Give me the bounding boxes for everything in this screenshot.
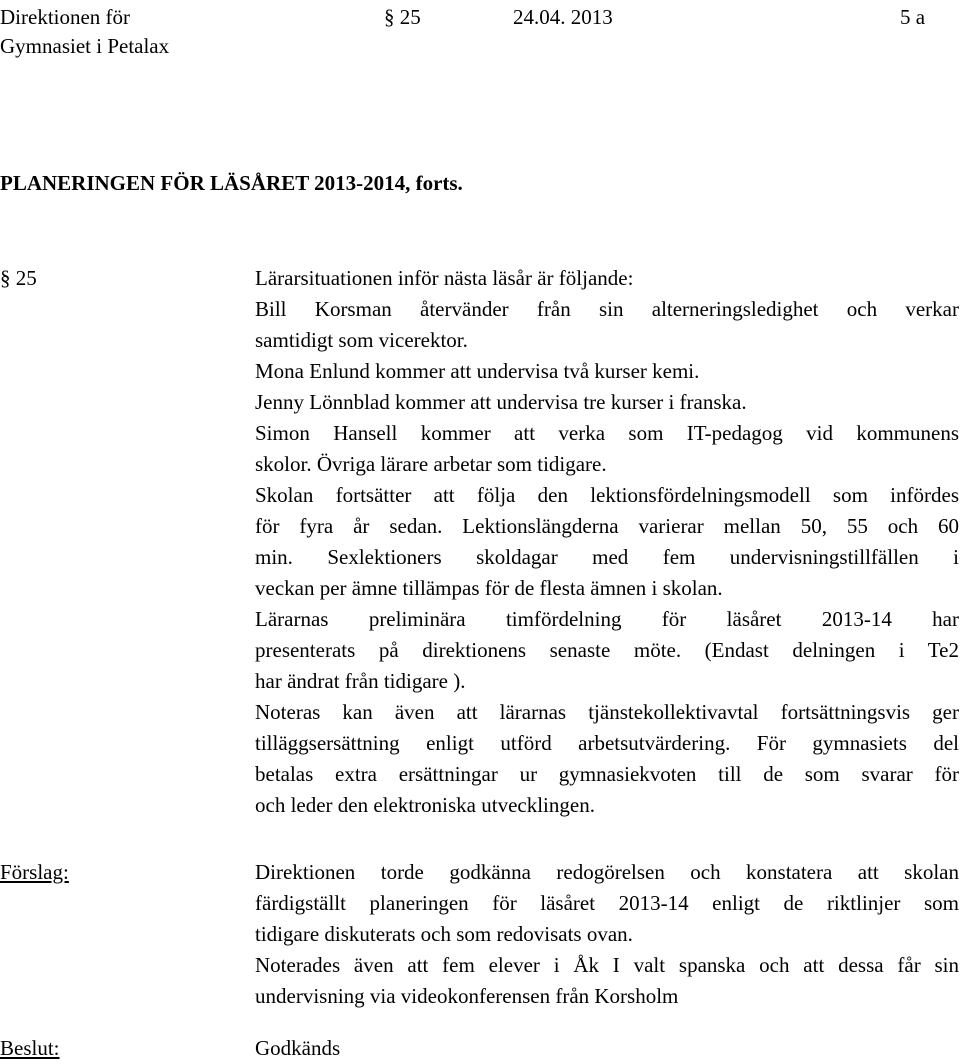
item-line: tilläggsersättning enligt utförd arbetsutvärdering. För gymnasiets del <box>255 731 959 755</box>
item-line: Mona Enlund kommer att undervisa två kurser kemi. <box>255 359 700 383</box>
item-line: har ändrat från tidigare ). <box>255 669 466 693</box>
proposal-line: Noterades även att fem elever i Åk I valt spanska och att dessa får sin <box>255 953 959 977</box>
header-date: 24.04. 2013 <box>513 5 613 29</box>
item-line: Skolan fortsätter att följa den lektionsfördelningsmodell som infördes <box>255 483 959 507</box>
proposal-line: undervisning via videokonferensen från Korsholm <box>255 984 679 1008</box>
proposal-line: färdigställt planeringen för läsåret 2013-14 enligt de riktlinjer som <box>255 891 959 915</box>
item-paragraph-number: § 25 <box>0 266 37 290</box>
item-body <box>255 263 959 821</box>
header-org-line2: Gymnasiet i Petalax <box>0 34 170 58</box>
document-title: PLANERINGEN FÖR LÄSÅRET 2013-2014, forts. <box>0 171 463 195</box>
proposal-line: Direktionen torde godkänna redogörelsen och konstatera att skolan <box>255 860 959 884</box>
item-line: Simon Hansell kommer att verka som IT-pedagog vid kommunens <box>255 421 959 445</box>
item-line: Bill Korsman återvänder från sin alterneringsledighet och verkar <box>255 297 959 321</box>
item-line: min. Sexlektioners skoldagar med fem undervisningstillfällen i <box>255 545 959 569</box>
item-line: Lärarnas preliminära timfördelning för läsåret 2013-14 har <box>255 607 959 631</box>
item-line: presenterats på direktionens senaste möte. (Endast delningen i Te2 <box>255 638 959 662</box>
header-org-line1: Direktionen för <box>0 5 131 29</box>
decision-text: Godkänds <box>255 1036 341 1060</box>
item-line: Jenny Lönnblad kommer att undervisa tre kurser i franska. <box>255 390 747 414</box>
decision-label: Beslut: <box>0 1036 60 1060</box>
header-paragraph-number: § 25 <box>384 5 421 29</box>
header-page-number: 5 a <box>900 5 926 29</box>
item-line: skolor. Övriga lärare arbetar som tidigare. <box>255 452 607 476</box>
item-line: samtidigt som vicerektor. <box>255 328 468 352</box>
item-line: och leder den elektroniska utvecklingen. <box>255 793 595 817</box>
item-line: Noteras kan även att lärarnas tjänstekollektivavtal fortsättningsvis ger <box>255 700 959 724</box>
proposal-line: tidigare diskuterats och som redovisats ovan. <box>255 922 633 946</box>
proposal-label: Förslag: <box>0 860 69 884</box>
item-line: Lärarsituationen inför nästa läsår är följande: <box>255 266 634 290</box>
proposal-body <box>255 857 959 1012</box>
item-line: veckan per ämne tillämpas för de flesta ämnen i skolan. <box>255 576 723 600</box>
item-line: betalas extra ersättningar ur gymnasiekvoten till de som svarar för <box>255 762 959 786</box>
item-line: för fyra år sedan. Lektionslängderna varierar mellan 50, 55 och 60 <box>255 514 959 538</box>
